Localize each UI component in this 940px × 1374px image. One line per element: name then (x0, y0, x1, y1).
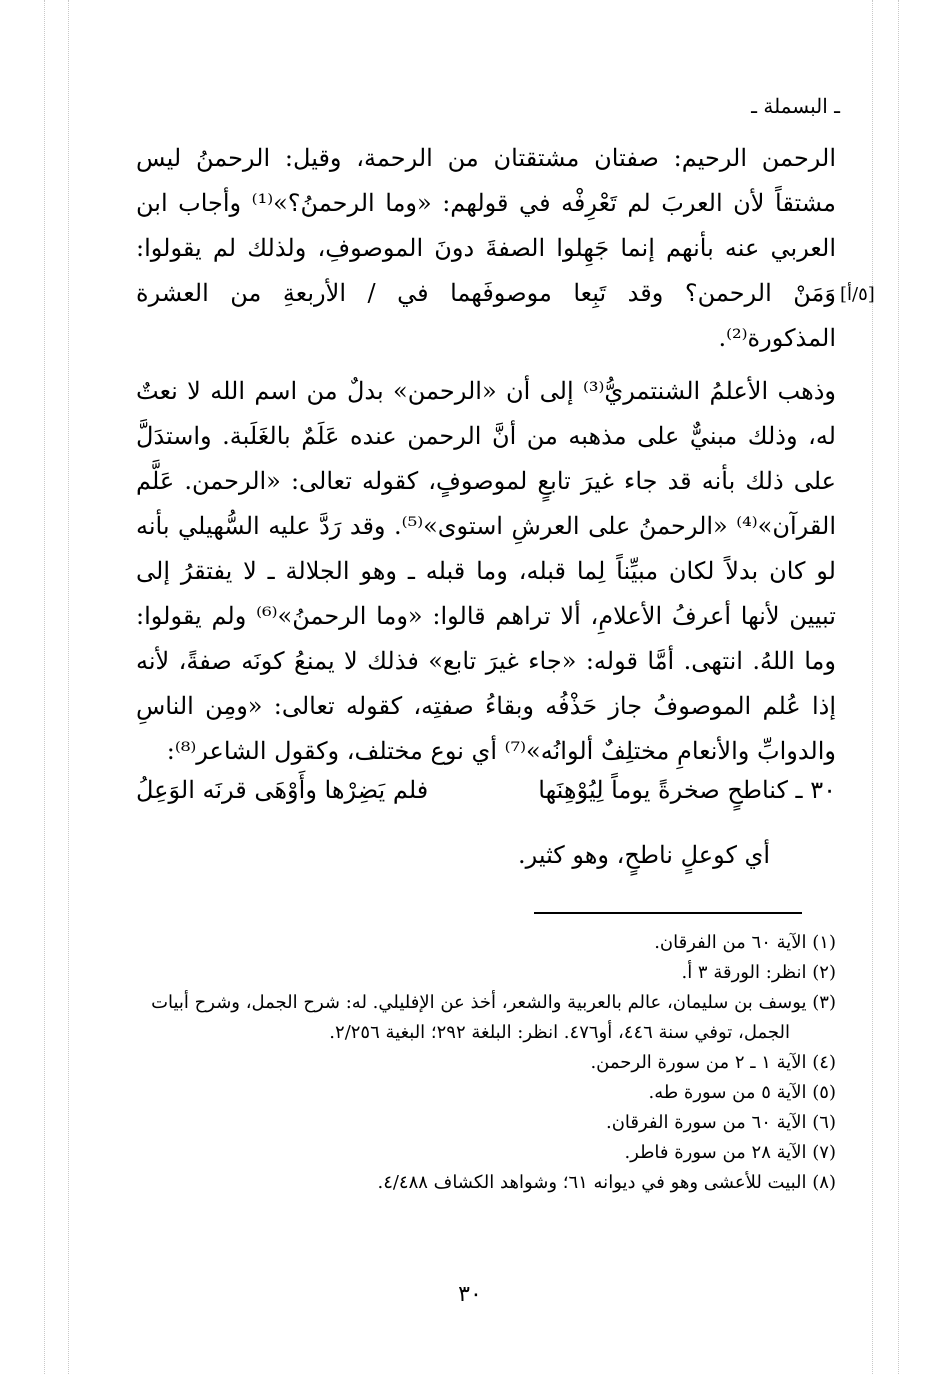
footnote: (٥) الآية ٥ من سورة طه. (648, 1082, 836, 1103)
verse-explanation: أي كوعلٍ ناطحٍ، وهو كثير. (517, 841, 770, 869)
scan-guide-line (44, 0, 45, 1374)
main-text (136, 136, 836, 782)
running-header: ـ البسملة ـ (751, 94, 840, 118)
verse-second-hemistich: فلم يَضِرْها وأَوْهَى قرنَه الوَعِلُ (136, 776, 429, 804)
verse-first-hemistich: ٣٠ ـ كناطحٍ صخرةً يوماً لِيُوْهِنَها (538, 776, 836, 804)
footnote: (٨) البيت للأعشى وهو في ديوانه ٦١؛ وشواهد الكشاف ٤/٤٨٨. (377, 1172, 836, 1193)
page-number: ٣٠ (458, 1282, 482, 1307)
footnotes-list (136, 928, 836, 1198)
footnote-divider (534, 912, 802, 914)
footnote: (٦) الآية ٦٠ من سورة الفرقان. (605, 1112, 836, 1133)
footnote: (٣) يوسف بن سليمان، عالم بالعربية والشعر، أخذ عن الإفليلي. له: شرح الجمل، وشرح أبيات الجمل، توفي سنة ٤٤٦، أو٤٧٦. انظر: البلغة ٢٩٢؛ البغية ٢/٢٥٦. (151, 992, 836, 1043)
poetry-verse (136, 768, 836, 818)
footnote: (٢) انظر: الورقة ٣ أ. (681, 962, 836, 983)
scan-guide-line (872, 0, 873, 1374)
footnote: (٤) الآية ١ ـ ٢ من سورة الرحمن. (590, 1052, 836, 1073)
footnote: (٧) الآية ٢٨ من سورة فاطر. (624, 1142, 836, 1163)
paragraph: الرحمن الرحيم: صفتان مشتقتان من الرحمة، وقيل: الرحمنُ ليس مشتقاً لأن العربَ لم تَعْرِفْه في قولهم: «وما الرحمنُ؟»⁽¹⁾ وأجاب ابن العربي عنه بأنهم إنما جَهِلوا الصفةَ دونَ الموصوفِ، ولذلك لم يقولوا: وَمَنْ الرحمن؟ وقد تَبِعا موصوفَهما في / الأربعةِ من العشرة المذكورة⁽²⁾. (136, 144, 836, 352)
scan-guide-line (68, 0, 69, 1374)
margin-folio-marker: [٥/أ] (840, 284, 875, 305)
paragraph: وذهب الأعلمُ الشنتمريُّ⁽³⁾ إلى أن «الرحمن» بدلٌ من اسم الله لا نعتٌ له، وذلك مبنيٌّ على مذهبه من أنَّ الرحمن عنده عَلَمٌ بالغَلَبة. واستدَلَّ على ذلك بأنه قد جاء غيرَ تابعٍ لموصوفٍ، كقوله تعالى: «الرحمن. عَلَّم القرآن»⁽⁴⁾ «الرحمنُ على العرشِ استوى»⁽⁵⁾. وقد رَدَّ عليه السُّهيلي بأنه لو كان بدلاً لكان مبيِّناً لِما قبله، وما قبله ـ وهو الجلالة ـ لا يفتقرُ إلى تبيين لأنها أعرفُ الأعلامِ، ألا تراهم قالوا: «وما الرحمنُ»⁽⁶⁾ ولم يقولوا: وما اللهُ. انتهى. أمَّا قوله: «جاء غيرَ تابع» فذلك لا يمنعُ كونَه صفةً، لأنه إذا عُلم الموصوفُ جاز حَذْفُه وبقاءُ صفتِه، كقوله تعالى: «ومِن الناسِ والدوابِّ والأنعامِ مختلِفٌ ألوانُه»⁽⁷⁾ أي نوع مختلف، وكقول الشاعر⁽⁸⁾: (136, 377, 837, 765)
footnote: (١) الآية ٦٠ من الفرقان. (654, 932, 836, 953)
scan-guide-line (898, 0, 899, 1374)
